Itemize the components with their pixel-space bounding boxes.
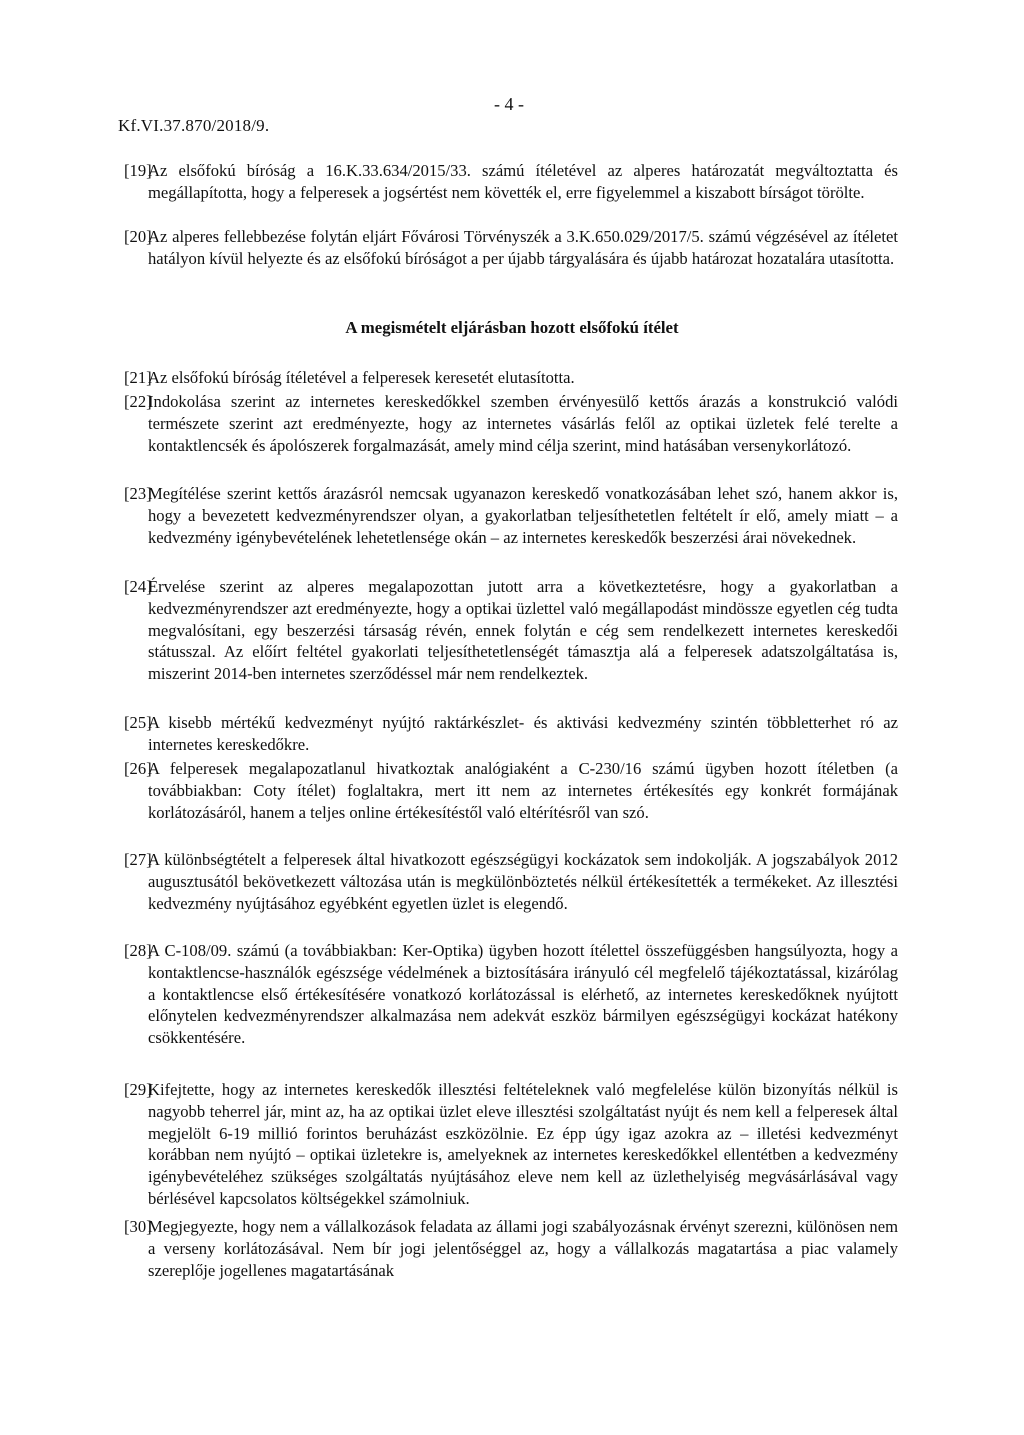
section-heading: A megismételt eljárásban hozott elsőfokú ítélet bbox=[345, 318, 679, 337]
case-number: Kf.VI.37.870/2018/9. bbox=[118, 116, 270, 135]
paragraph-number: [27] bbox=[124, 850, 152, 869]
paragraph-19 bbox=[124, 160, 898, 204]
paragraph-text: Indokolása szerint az internetes kereskedőkkel szemben érvényesülő kettős árazás a konstrukció valódi természete szerint azt eredményezte, hogy az internetes vásárlás felől az optikai üzletek felé terelte a kontaktlencsék és ápolószerek forgalmazását, amely mind célja szerint, mind hatásában versenykorlátozó. bbox=[148, 392, 898, 455]
paragraph-number: [25] bbox=[124, 713, 152, 732]
page-number: - 4 - bbox=[494, 94, 524, 114]
paragraph-23 bbox=[124, 483, 898, 548]
paragraph-text: Kifejtette, hogy az internetes kereskedők illesztési feltételeknek való megfelelése külön bizonyítás nélkül is nagyobb teherrel jár, mint az, ha az optikai üzlet eleve illesztési szolgáltatást nyújt és nem kell a felperesek által megjelölt 6-19 millió forintos beruházást eszközölnie. Ez épp úgy igaz azokra az – illetési kedvezményt korábban nem nyújtó – optikai üzletekre is, amelyeknek az internetes kereskedőkkel ellentétben a kedvezmény igénybevételéhez szükséges szolgáltatás nyújtásához eleve nem kell az üzlethelyiség megvásárlásával vagy bérlésével kapcsolatos költségekkel számolniuk. bbox=[148, 1080, 898, 1208]
paragraph-27 bbox=[124, 849, 898, 914]
paragraph-text: A C-108/09. számú (a továbbiakban: Ker-Optika) ügyben hozott ítélettel összefüggésben hangsúlyozta, hogy a kontaktlencse-használók egészsége védelmének a biztosítására irányuló cél megfelelő tájékoztatással, kizárólag a kontaktlencse első értékesítésére vonatkozó korlátozással is elérhető, az internetes kereskedőknek nyújtott előnytelen kedvezményrendszer alkalmazása nem adekvát eszköz bármilyen egészségügyi kockázat hatékony csökkentésére. bbox=[148, 941, 898, 1048]
paragraph-24 bbox=[124, 576, 898, 685]
paragraph-text: Megítélése szerint kettős árazásról nemcsak ugyanazon kereskedő vonatkozásában lehet szó, hanem akkor is, hogy a bevezetett kedvezményrendszer olyan, a gyakorlatban teljesíthetetlen feltételt ír elő, amely miatt – a kedvezmény igénybevételének lehetetlensége okán – az internetes kereskedők beszerzési árai növekednek. bbox=[148, 484, 898, 547]
paragraph-text: Az elsőfokú bíróság a 16.K.33.634/2015/33. számú ítéletével az alperes határozatát megváltoztatta és megállapította, hogy a felperesek a jogsértést nem követték el, erre figyelemmel a kiszabott bírságot törölte. bbox=[148, 161, 898, 202]
paragraph-number: [20] bbox=[124, 227, 152, 246]
paragraph-number: [19] bbox=[124, 161, 152, 180]
paragraph-21 bbox=[124, 367, 898, 389]
paragraph-number: [28] bbox=[124, 941, 152, 960]
paragraph-number: [22] bbox=[124, 392, 152, 411]
paragraph-26 bbox=[124, 758, 898, 823]
paragraph-22 bbox=[124, 391, 898, 456]
paragraph-30 bbox=[124, 1216, 898, 1281]
paragraph-text: Érvelése szerint az alperes megalapozottan jutott arra a következtetésre, hogy a gyakorlatban a kedvezményrendszer azt eredményezte, hogy a optikai üzlettel való megállapodást mindössze egyetlen cég tudta megvalósítani, egy beszerzési társaság révén, ennek folytán e cég sem rendelkezett internetes kereskedői státusszal. Az előírt feltétel gyakorlati teljesíthetetlenségét támasztja alá a felperesek adatszolgáltatása is, miszerint 2014-ben internetes szerződéssel már nem rendelkeztek. bbox=[148, 577, 898, 684]
paragraph-number: [21] bbox=[124, 368, 152, 387]
paragraph-text: Az elsőfokú bíróság ítéletével a felperesek keresetét elutasította. bbox=[148, 368, 575, 387]
paragraph-text: Megjegyezte, hogy nem a vállalkozások feladata az állami jogi szabályozásnak érvényt szerezni, különösen nem a verseny korlátozásával. Nem bír jogi jelentőséggel az, hogy a vállalkozás magatartása a piac valamely szereplője jogellenes magatartásának bbox=[148, 1217, 898, 1280]
paragraph-number: [23] bbox=[124, 484, 152, 503]
paragraph-number: [24] bbox=[124, 577, 152, 596]
paragraph-20 bbox=[124, 226, 898, 270]
paragraph-25 bbox=[124, 712, 898, 756]
paragraph-text: A különbségtételt a felperesek által hivatkozott egészségügyi kockázatok sem indokolják. A jogszabályok 2012 augusztusától bekövetkezett változása után is megkülönböztetés nélkül értékesítették a termékeket. Az illesztési kedvezmény nyújtásához egyébként egyetlen üzlet is elegendő. bbox=[148, 850, 898, 913]
paragraph-text: A felperesek megalapozatlanul hivatkoztak analógiaként a C-230/16 számú ügyben hozott ítéletben (a továbbiakban: Coty ítélet) foglaltakra, mert itt nem az internetes értékesítés egy konkrét formájának korlátozásáról, hanem a teljes online értékesítéstől való eltérítésről van szó. bbox=[148, 759, 898, 822]
paragraph-number: [30] bbox=[124, 1217, 152, 1236]
paragraph-29 bbox=[124, 1079, 898, 1210]
paragraph-28 bbox=[124, 940, 898, 1049]
paragraph-number: [29] bbox=[124, 1080, 152, 1099]
paragraph-number: [26] bbox=[124, 759, 152, 778]
paragraph-text: Az alperes fellebbezése folytán eljárt Fővárosi Törvényszék a 3.K.650.029/2017/5. számú végzésével az ítéletet hatályon kívül helyezte és az elsőfokú bíróságot a per újabb tárgyalására és újabb határozat hozatalára utasította. bbox=[148, 227, 898, 268]
paragraph-text: A kisebb mértékű kedvezményt nyújtó raktárkészlet- és aktivási kedvezmény szintén többletterhet ró az internetes kereskedőkre. bbox=[148, 713, 898, 754]
